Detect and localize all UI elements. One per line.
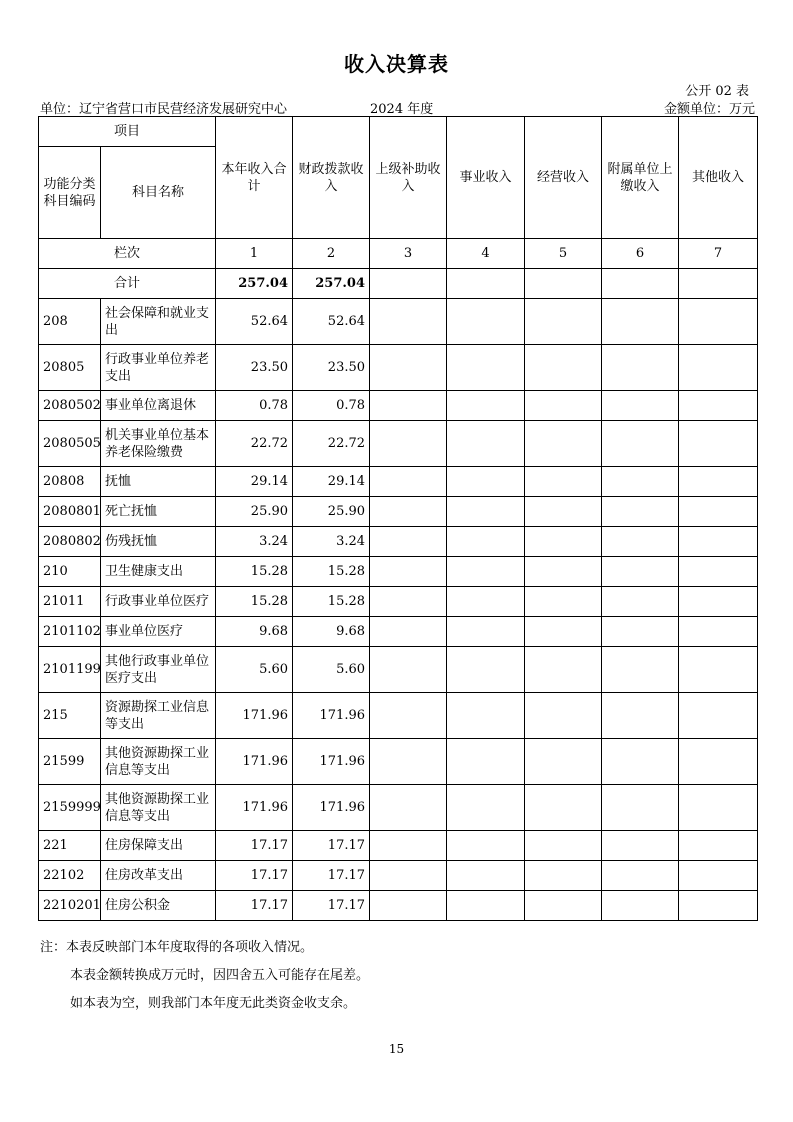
table-row	[39, 693, 758, 739]
note-line-3: 如本表为空，则我部门本年度无此类资金收支余。	[70, 996, 357, 1011]
affiliated-income-cell	[602, 785, 679, 831]
affiliated-income-cell	[602, 299, 679, 345]
meta-line	[40, 98, 755, 116]
superior-income-cell	[370, 587, 447, 617]
other-income-cell	[679, 345, 758, 391]
total-income-cell: 17.17	[216, 831, 293, 861]
table-row	[39, 557, 758, 587]
business-income-cell	[447, 421, 525, 467]
superior-income-cell	[370, 861, 447, 891]
subject-name-cell: 伤残抚恤	[101, 527, 216, 557]
subject-name-cell: 资源勘探工业信息等支出	[101, 693, 216, 739]
total-business	[447, 269, 525, 299]
business-income-cell	[447, 557, 525, 587]
table-row	[39, 527, 758, 557]
total-operating	[525, 269, 602, 299]
table-row	[39, 785, 758, 831]
table-row	[39, 647, 758, 693]
table-row	[39, 891, 758, 921]
func-code-cell: 221	[39, 831, 101, 861]
fiscal-income-cell: 22.72	[293, 421, 370, 467]
operating-income-cell	[525, 891, 602, 921]
total-income-cell: 23.50	[216, 345, 293, 391]
header-col-fiscal: 财政拨款收入	[293, 117, 370, 239]
subject-name-cell: 行政事业单位养老支出	[101, 345, 216, 391]
total-income-cell: 9.68	[216, 617, 293, 647]
total-income-cell: 25.90	[216, 497, 293, 527]
fiscal-income-cell: 17.17	[293, 831, 370, 861]
func-code-cell: 210	[39, 557, 101, 587]
table-row	[39, 739, 758, 785]
subject-name-cell: 其他资源勘探工业信息等支出	[101, 785, 216, 831]
operating-income-cell	[525, 617, 602, 647]
total-income-cell: 52.64	[216, 299, 293, 345]
affiliated-income-cell	[602, 861, 679, 891]
operating-income-cell	[525, 421, 602, 467]
other-income-cell	[679, 497, 758, 527]
fiscal-income-cell: 25.90	[293, 497, 370, 527]
func-code-cell: 21011	[39, 587, 101, 617]
func-code-cell: 22102	[39, 861, 101, 891]
superior-income-cell	[370, 617, 447, 647]
total-amount: 257.04	[216, 269, 293, 299]
other-income-cell	[679, 861, 758, 891]
fiscal-income-cell: 17.17	[293, 861, 370, 891]
func-code-cell: 2159999	[39, 785, 101, 831]
table-row	[39, 467, 758, 497]
func-code-cell: 2080505	[39, 421, 101, 467]
affiliated-income-cell	[602, 739, 679, 785]
total-income-cell: 171.96	[216, 785, 293, 831]
other-income-cell	[679, 617, 758, 647]
fiscal-income-cell: 29.14	[293, 467, 370, 497]
affiliated-income-cell	[602, 527, 679, 557]
operating-income-cell	[525, 587, 602, 617]
affiliated-income-cell	[602, 467, 679, 497]
superior-income-cell	[370, 345, 447, 391]
fiscal-income-cell: 15.28	[293, 587, 370, 617]
header-col-affiliated: 附属单位上缴收入	[602, 117, 679, 239]
fiscal-income-cell: 0.78	[293, 391, 370, 421]
operating-income-cell	[525, 345, 602, 391]
affiliated-income-cell	[602, 497, 679, 527]
total-income-cell: 15.28	[216, 587, 293, 617]
affiliated-income-cell	[602, 693, 679, 739]
superior-income-cell	[370, 831, 447, 861]
superior-income-cell	[370, 299, 447, 345]
operating-income-cell	[525, 527, 602, 557]
other-income-cell	[679, 527, 758, 557]
func-code-cell: 215	[39, 693, 101, 739]
other-income-cell	[679, 831, 758, 861]
superior-income-cell	[370, 693, 447, 739]
header-func-code: 功能分类科目编码	[39, 147, 101, 239]
total-income-cell: 15.28	[216, 557, 293, 587]
header-col-operating: 经营收入	[525, 117, 602, 239]
superior-income-cell	[370, 421, 447, 467]
affiliated-income-cell	[602, 557, 679, 587]
table-row	[39, 421, 758, 467]
fiscal-income-cell: 52.64	[293, 299, 370, 345]
fiscal-income-cell: 5.60	[293, 647, 370, 693]
header-col-superior: 上级补助收入	[370, 117, 447, 239]
subject-name-cell: 事业单位离退休	[101, 391, 216, 421]
func-code-cell: 20805	[39, 345, 101, 391]
fiscal-income-cell: 171.96	[293, 693, 370, 739]
page-title: 收入决算表	[344, 52, 449, 76]
other-income-cell	[679, 785, 758, 831]
fiscal-income-cell: 171.96	[293, 785, 370, 831]
total-income-cell: 17.17	[216, 891, 293, 921]
subject-name-cell: 住房公积金	[101, 891, 216, 921]
fiscal-income-cell: 15.28	[293, 557, 370, 587]
subject-name-cell: 住房保障支出	[101, 831, 216, 861]
note-line-2: 本表金额转换成万元时，因四舍五入可能存在尾差。	[70, 968, 370, 983]
fiscal-income-cell: 23.50	[293, 345, 370, 391]
form-code: 公开 02 表	[685, 84, 749, 99]
affiliated-income-cell	[602, 647, 679, 693]
header-subject-name: 科目名称	[101, 147, 216, 239]
operating-income-cell	[525, 557, 602, 587]
superior-income-cell	[370, 391, 447, 421]
income-table	[38, 116, 758, 921]
superior-income-cell	[370, 497, 447, 527]
operating-income-cell	[525, 785, 602, 831]
business-income-cell	[447, 891, 525, 921]
business-income-cell	[447, 527, 525, 557]
func-code-cell: 2080802	[39, 527, 101, 557]
total-income-cell: 5.60	[216, 647, 293, 693]
other-income-cell	[679, 739, 758, 785]
total-income-cell: 22.72	[216, 421, 293, 467]
func-code-cell: 21599	[39, 739, 101, 785]
header-col-total: 本年收入合计	[216, 117, 293, 239]
operating-income-cell	[525, 391, 602, 421]
other-income-cell	[679, 299, 758, 345]
affiliated-income-cell	[602, 831, 679, 861]
table-row	[39, 617, 758, 647]
business-income-cell	[447, 785, 525, 831]
col-number-5: 5	[525, 239, 602, 269]
subject-name-cell: 卫生健康支出	[101, 557, 216, 587]
fiscal-income-cell: 3.24	[293, 527, 370, 557]
business-income-cell	[447, 299, 525, 345]
other-income-cell	[679, 421, 758, 467]
table-row	[39, 587, 758, 617]
superior-income-cell	[370, 557, 447, 587]
other-income-cell	[679, 557, 758, 587]
func-code-cell: 208	[39, 299, 101, 345]
table-row	[39, 497, 758, 527]
superior-income-cell	[370, 785, 447, 831]
affiliated-income-cell	[602, 587, 679, 617]
operating-income-cell	[525, 467, 602, 497]
func-code-cell: 2101102	[39, 617, 101, 647]
operating-income-cell	[525, 861, 602, 891]
col-number-1: 1	[216, 239, 293, 269]
func-code-cell: 2210201	[39, 891, 101, 921]
business-income-cell	[447, 345, 525, 391]
operating-income-cell	[525, 739, 602, 785]
header-project: 项目	[39, 117, 216, 147]
subject-name-cell: 事业单位医疗	[101, 617, 216, 647]
col-number-7: 7	[679, 239, 758, 269]
other-income-cell	[679, 467, 758, 497]
total-other	[679, 269, 758, 299]
header-col-business: 事业收入	[447, 117, 525, 239]
operating-income-cell	[525, 647, 602, 693]
affiliated-income-cell	[602, 617, 679, 647]
total-label: 合计	[39, 269, 216, 299]
subject-name-cell: 其他行政事业单位医疗支出	[101, 647, 216, 693]
header-col-other: 其他收入	[679, 117, 758, 239]
other-income-cell	[679, 587, 758, 617]
superior-income-cell	[370, 739, 447, 785]
business-income-cell	[447, 831, 525, 861]
business-income-cell	[447, 391, 525, 421]
unit-label: 单位：辽宁省营口市民营经济发展研究中心	[40, 102, 288, 117]
other-income-cell	[679, 693, 758, 739]
table-row	[39, 861, 758, 891]
total-superior	[370, 269, 447, 299]
affiliated-income-cell	[602, 345, 679, 391]
money-unit-label: 金额单位：万元	[663, 102, 755, 117]
total-fiscal: 257.04	[293, 269, 370, 299]
business-income-cell	[447, 647, 525, 693]
operating-income-cell	[525, 831, 602, 861]
col-number-2: 2	[293, 239, 370, 269]
fiscal-income-cell: 9.68	[293, 617, 370, 647]
total-income-cell: 0.78	[216, 391, 293, 421]
page-number: 15	[388, 1042, 405, 1056]
affiliated-income-cell	[602, 391, 679, 421]
other-income-cell	[679, 647, 758, 693]
affiliated-income-cell	[602, 891, 679, 921]
operating-income-cell	[525, 693, 602, 739]
superior-income-cell	[370, 647, 447, 693]
total-income-cell: 17.17	[216, 861, 293, 891]
table-row	[39, 391, 758, 421]
subject-name-cell: 住房改革支出	[101, 861, 216, 891]
business-income-cell	[447, 693, 525, 739]
total-income-cell: 29.14	[216, 467, 293, 497]
business-income-cell	[447, 467, 525, 497]
business-income-cell	[447, 861, 525, 891]
subject-name-cell: 死亡抚恤	[101, 497, 216, 527]
year-label: 2024 年度	[370, 102, 434, 117]
other-income-cell	[679, 891, 758, 921]
business-income-cell	[447, 617, 525, 647]
table-row	[39, 345, 758, 391]
func-code-cell: 2080502	[39, 391, 101, 421]
fiscal-income-cell: 17.17	[293, 891, 370, 921]
fiscal-income-cell: 171.96	[293, 739, 370, 785]
total-affiliated	[602, 269, 679, 299]
subject-name-cell: 社会保障和就业支出	[101, 299, 216, 345]
table-row	[39, 831, 758, 861]
func-code-cell: 20808	[39, 467, 101, 497]
business-income-cell	[447, 497, 525, 527]
func-code-cell: 2080801	[39, 497, 101, 527]
total-income-cell: 171.96	[216, 739, 293, 785]
notes	[40, 934, 369, 1018]
other-income-cell	[679, 391, 758, 421]
business-income-cell	[447, 739, 525, 785]
superior-income-cell	[370, 467, 447, 497]
total-income-cell: 3.24	[216, 527, 293, 557]
col-number-4: 4	[447, 239, 525, 269]
business-income-cell	[447, 587, 525, 617]
operating-income-cell	[525, 497, 602, 527]
operating-income-cell	[525, 299, 602, 345]
affiliated-income-cell	[602, 421, 679, 467]
func-code-cell: 2101199	[39, 647, 101, 693]
superior-income-cell	[370, 891, 447, 921]
subject-name-cell: 抚恤	[101, 467, 216, 497]
col-number-6: 6	[602, 239, 679, 269]
row-number-label: 栏次	[39, 239, 216, 269]
col-number-3: 3	[370, 239, 447, 269]
subject-name-cell: 行政事业单位医疗	[101, 587, 216, 617]
superior-income-cell	[370, 527, 447, 557]
subject-name-cell: 机关事业单位基本养老保险缴费	[101, 421, 216, 467]
subject-name-cell: 其他资源勘探工业信息等支出	[101, 739, 216, 785]
note-line-1: 注：本表反映部门本年度取得的各项收入情况。	[40, 940, 314, 955]
total-income-cell: 171.96	[216, 693, 293, 739]
table-row	[39, 299, 758, 345]
